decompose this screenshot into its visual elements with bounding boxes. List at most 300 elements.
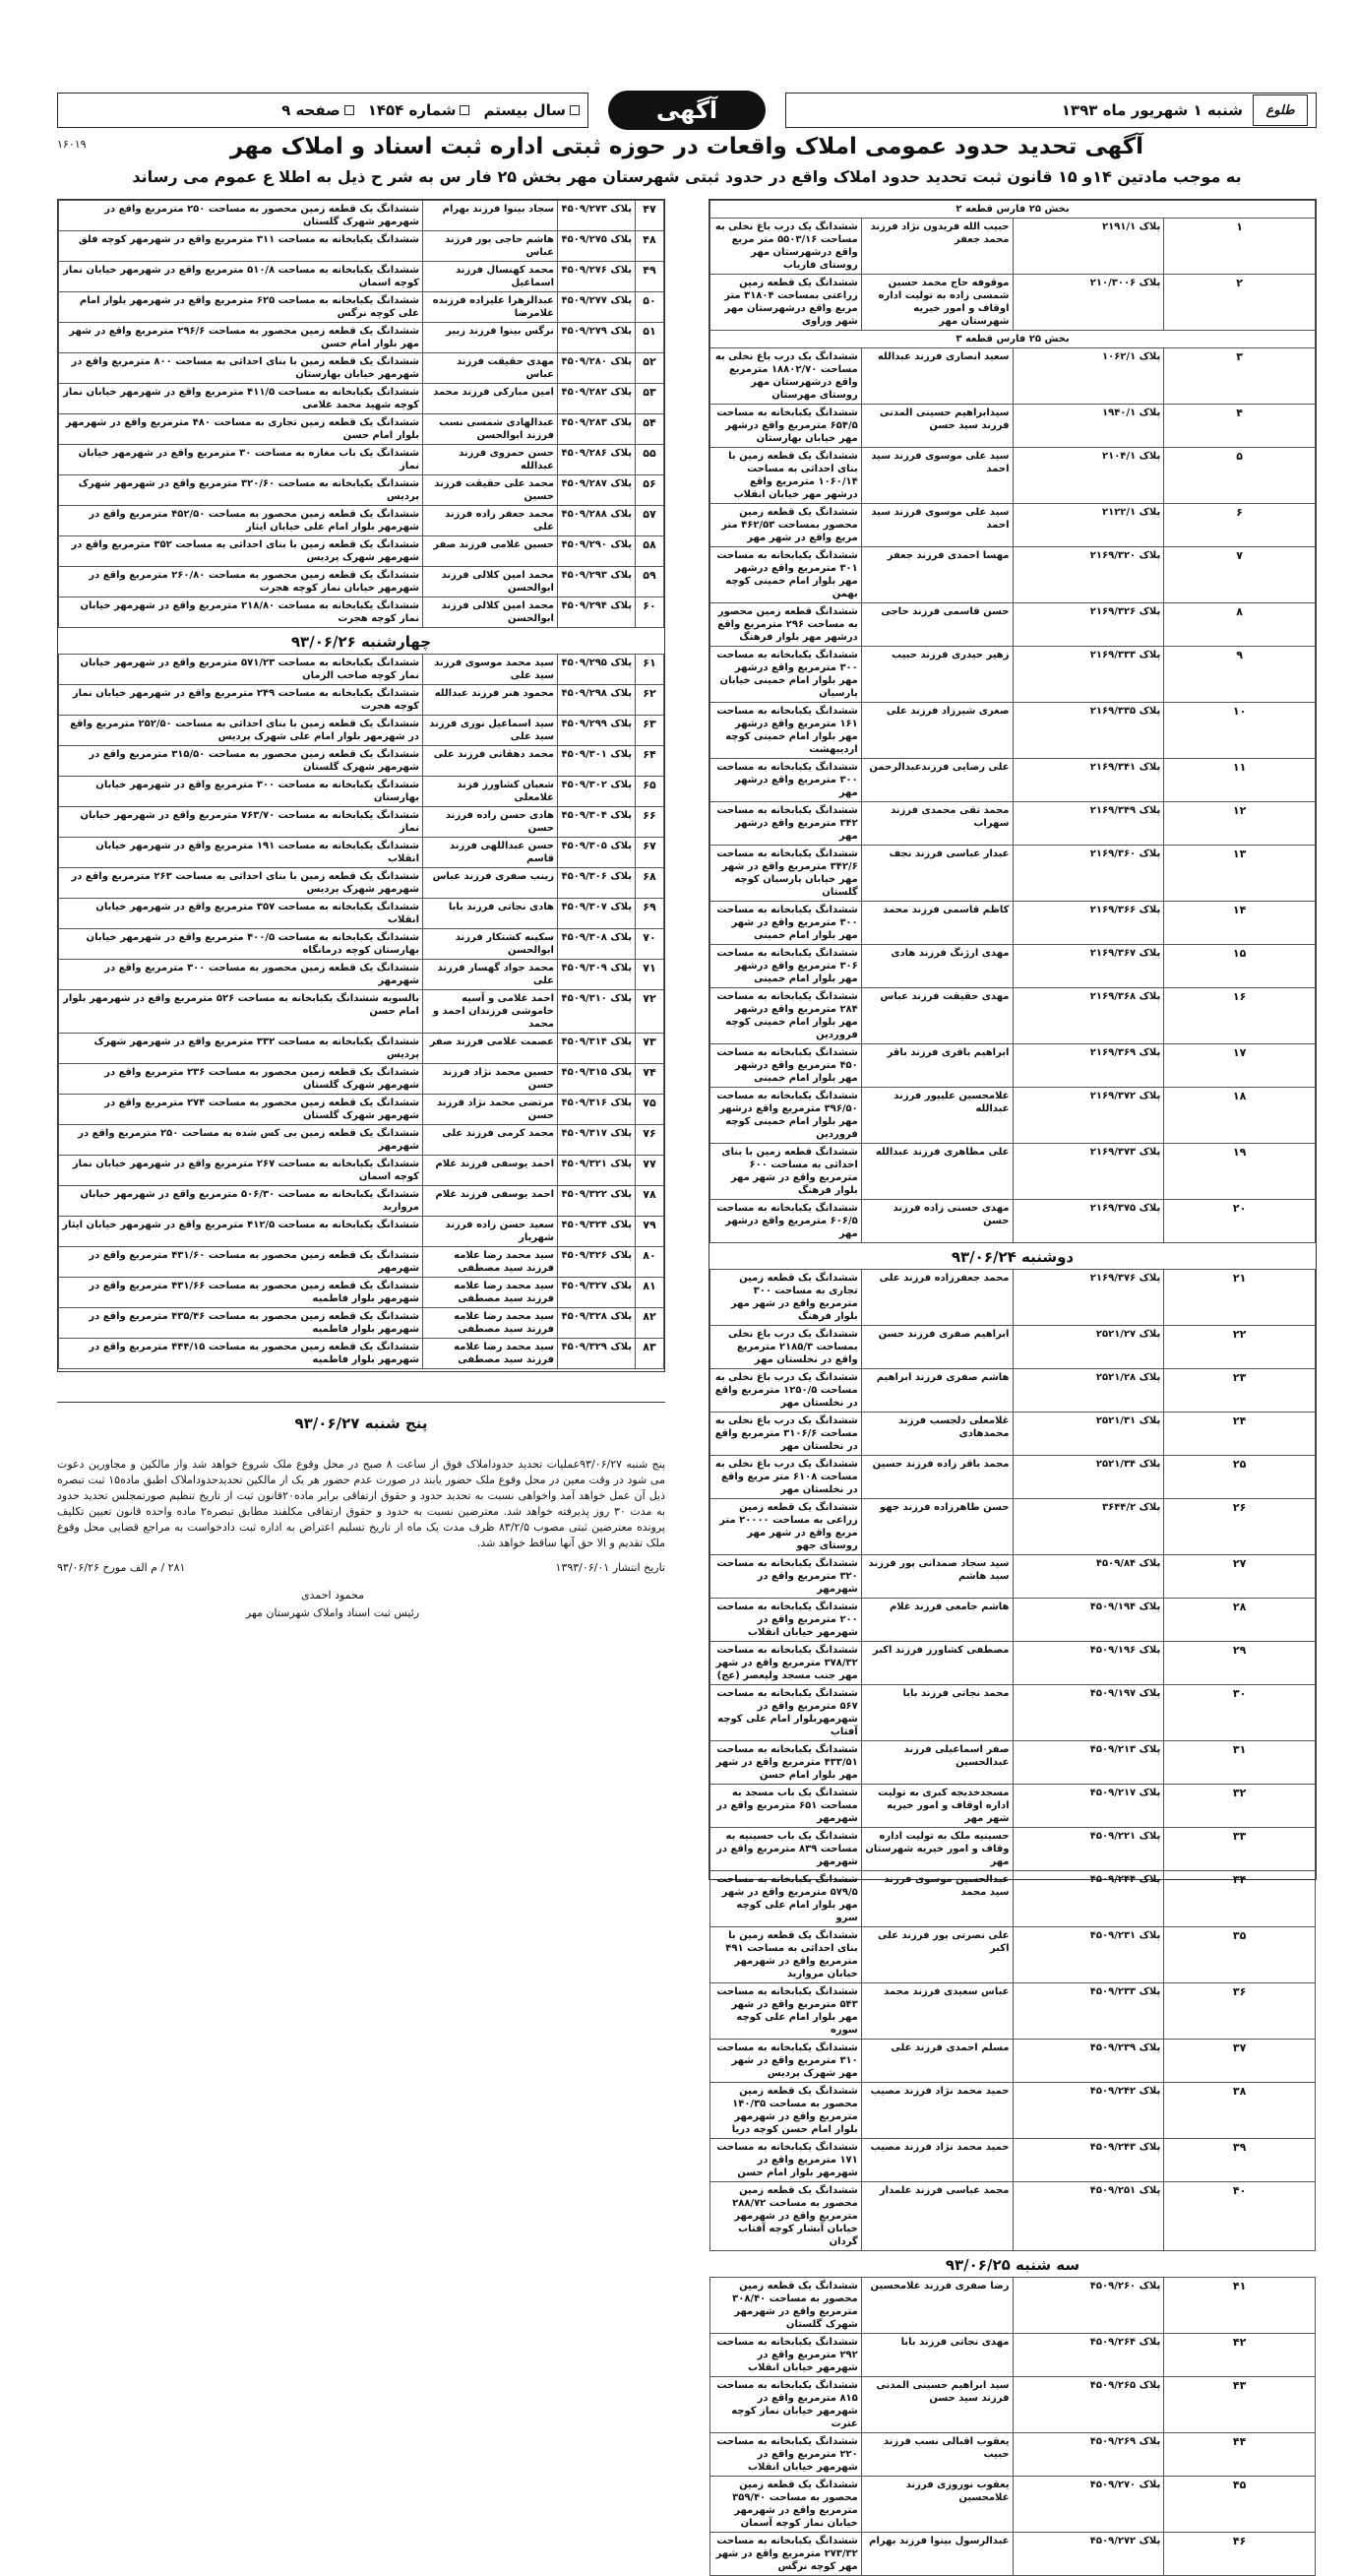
row-number: ۶ [1164,504,1316,547]
row-number: ۱۰ [1164,703,1316,759]
property-description: ششدانگ یک باب مسجد به مساحت ۶۵۱ مترمربع واقع در شهرمهر [710,1785,862,1828]
owner-name: سید سجاد صمدانی پور فرزند سید هاشم [861,1555,1013,1599]
owner-name: محمد تقی محمدی فرزند سهراب [861,802,1013,846]
day-heading [710,2251,1316,2278]
owner-name: حسن قاسمی فرزند حاجی [861,603,1013,647]
plot-number: پلاک ۴۵۰۹/۲۹۹ [558,716,636,746]
property-description: ششدانگ یکبابخانه به مساحت ۳۰۰ مترمربع واقع در شهرمهر خیابان بهارستان [59,777,423,807]
row-number: ۳۳ [1164,1828,1316,1871]
property-description: ششدانگ یکبابخانه به مساحت ۲۸۴ مترمربع واقع درشهر مهر بلوار امام خمینی کوچه فروردین [710,988,862,1044]
plot-number: پلاک ۱۹۴۰/۱ [1013,405,1164,448]
table-row [59,899,664,929]
row-number: ۳۰ [1164,1685,1316,1741]
plot-number: پلاک ۲۱۶۹/۳۶۸ [1013,988,1164,1044]
reference-number: ۲۸۱ / م الف مورخ ۹۳/۰۶/۲۶ [57,1561,186,1574]
owner-name: سید ابراهیم حسینی المدنی فرزند سید حسن [861,2377,1013,2433]
table-row [710,2182,1316,2251]
right-table [709,200,1316,2576]
table-row [59,1339,664,1369]
row-number: ۷۷ [636,1156,664,1186]
owner-name: محمد دهقانی فرزند علی [423,746,558,777]
plot-number: پلاک ۲۱۶۹/۳۶۷ [1013,945,1164,988]
plot-number: پلاک ۴۵۰۹/۳۲۷ [558,1278,636,1308]
owner-name: هاشم حاجی پور فرزند عباس [423,231,558,262]
table-row [710,603,1316,647]
row-number: ۵۱ [636,323,664,353]
plot-number: پلاک ۴۵۰۹/۳۰۷ [558,899,636,929]
plot-number: پلاک ۴۵۰۹/۲۵۱ [1013,2182,1164,2251]
table-row [710,1456,1316,1499]
property-description: ششدانگ یکبابخانه به مساحت ۳۴۲/۶ مترمربع واقع در شهر مهر خیابان پارسیان کوچه گلستان [710,846,862,902]
row-number: ۵۵ [636,445,664,475]
table-row [710,448,1316,504]
owner-name: سید محمد رضا علامه فرزند سید مصطفی [423,1247,558,1278]
owner-name: محمد عباسی فرزند علمدار [861,2182,1013,2251]
property-description: ششدانگ یکبابخانه به مساحت ۳۰۶ مترمربع واقع درشهر مهر بلوار امام خمینی [710,945,862,988]
owner-name: سید محمد رضا علامه فرزند سید مصطفی [423,1339,558,1369]
plot-number: پلاک ۴۵۰۹/۳۱۴ [558,1034,636,1064]
table-row [59,353,664,384]
masthead [57,89,1317,132]
row-number: ۳۵ [1164,1927,1316,1983]
table-row [59,1156,664,1186]
owner-name: محمد علی حقیقت فرزند حسین [423,475,558,506]
plot-number: پلاک ۲۱۶۹/۳۴۱ [1013,759,1164,802]
row-number: ۵۹ [636,567,664,597]
property-description: ششدانگ یک قطعه زمین با بنای احداثی به مساحت ۲۶۳ مترمربع واقع در شهرمهر شهرک پردیس [59,868,423,899]
section-heading [710,201,1316,219]
plot-number: پلاک ۴۵۰۹/۲۷۲ [1013,2533,1164,2576]
newspaper-logo: طلوع [1253,94,1308,126]
owner-name: یعقوب نوروزی فرزند غلامحسین [861,2477,1013,2533]
owner-name: هادی نجاتی فرزند بابا [423,899,558,929]
table-row [710,2377,1316,2433]
masthead-left [57,93,588,128]
row-number: ۳۷ [1164,2040,1316,2083]
plot-number: پلاک ۴۵۰۹/۲۷۶ [558,262,636,292]
signer-title: رئیس ثبت اسناد واملاک شهرستان مهر [245,1606,420,1619]
notice-paragraph: پنج شنبه ۹۳/۰۶/۲۷عملیات تحدید حدوداملاک فوق از ساعت ۸ صبح در محل وقوع ملک شروع خواهد شد واز مالکین و مجاورین دعوت می شود در وقت معین در محل وقوع ملک حضور یابند در صورت عدم حضور هر یک از مالکین تحدیدحدوداملاک اطبق ماده۱۵ ثبت تبصره ذیل آن عمل خواهد آمد واخواهی نسبت به تحدید حدود و حقوق ارتفاقی برابر ماده۲۰قانون ثبت از تاریخ تنظیم صورتمجلس تحدید حدود به مدت ۳۰ روز پذیرفته خواهد شد. معترضین نسبت به حدود و حقوق ارتفاقی مکلفند مطابق تبصره۲ ماده واحده قانون تعیین تکلیف پرونده معترضین ثبتی مصوب ۸۳/۲/۵ ظرف مدت یک ماه از تاریخ تسلیم اعتراض به اداره ثبت دادخواست به مراجع قضایی محل وقوع ملک تقدیم و الا حق آنها ساقط خواهد شد. [57,1458,666,1549]
row-number: ۳۲ [1164,1785,1316,1828]
masthead-right [785,93,1317,128]
owner-name: محمد امین کلالی فرزند ابوالحسن [423,597,558,628]
plot-number: پلاک ۴۵۰۹/۲۶۴ [1013,2334,1164,2377]
property-description: ششدانگ یکبابخانه به مساحت ۲۹۲ مترمربع واقع در شهرمهر خیابان انقلاب [710,2334,862,2377]
page-label: صفحه ۹ [281,101,340,119]
plot-number: پلاک ۴۵۰۹/۳۰۹ [558,960,636,990]
table-row [710,1871,1316,1927]
owner-name: محمد جعفر زاده فرزند علی [423,506,558,536]
table-row [59,1125,664,1156]
owner-name: محمد امین کلالی فرزند ابوالحسن [423,567,558,597]
owner-name: حسین غلامی فرزند صفر [423,536,558,567]
owner-name: صفر اسماعیلی فرزند عبدالحسین [861,1741,1013,1785]
row-number: ۸ [1164,603,1316,647]
row-number: ۸۰ [636,1247,664,1278]
row-number: ۷۵ [636,1095,664,1125]
property-description: ششدانگ یکبابخانه به مساحت ۶۰۶/۵ مترمربع واقع درشهر مهر [710,1200,862,1243]
property-description: ششدانگ یکبابخانه به مساحت ۲۶۷ مترمربع واقع در شهرمهر خیابان نماز کوچه اسمان [59,1156,423,1186]
table-row [710,348,1316,405]
plot-number: پلاک ۴۵۰۹/۲۸۷ [558,475,636,506]
property-description: ششدانگ یکبابخانه به مساحت ۳۰۰ مترمربع واقع در شهر مهر بلوار امام خمینی [710,902,862,945]
plot-number: پلاک ۴۵۰۹/۲۸۸ [558,506,636,536]
row-number: ۲۴ [1164,1413,1316,1456]
property-description: ششدانگ یک قطعه زمین تجاری به مساحت ۳۰۰ مترمربع واقع در شهر مهر بلوار فرهنگ [710,1270,862,1326]
owner-name: علی نصرتی پور فرزند علی اکبر [861,1927,1013,1983]
plot-number: پلاک ۴۵۰۹/۲۴۲ [1013,2083,1164,2139]
plot-number: پلاک ۲۱۶۹/۳۶۹ [1013,1044,1164,1088]
table-row [59,807,664,838]
property-description: ششدانگ یکبابخانه به مساحت ۳۲۰/۶۰ مترمربع واقع در شهرمهر شهرک پردیس [59,475,423,506]
owner-name: عبدالهادی شمسی نسب فرزند ابوالحسن [423,414,558,445]
table-row [710,2477,1316,2533]
row-number: ۶۶ [636,807,664,838]
owner-name: نرگس بینوا فرزند زبیر [423,323,558,353]
property-description: ششدانگ یک درب باغ نخلی به مساحت ۱۲۵۰/۵ مترمربع واقع در نخلستان مهر [710,1369,862,1413]
property-description: ششدانگ یکبابخانه به مساحت ۲۴۹ مترمربع واقع در شهرمهر خیابان نماز کوچه هجرت [59,685,423,716]
table-row [59,685,664,716]
table-row [710,1555,1316,1599]
row-number: ۴ [1164,405,1316,448]
row-number: ۳۶ [1164,1983,1316,2040]
property-description: ششدانگ یکبابخانه به مساحت ۸۱۵ مترمربع واقع در شهرمهر خیابان نماز کوچه عترت [710,2377,862,2433]
plot-number: پلاک ۲۱۶۹/۳۳۵ [1013,703,1164,759]
square-icon [344,105,354,115]
table-row [710,1369,1316,1413]
row-number: ۶۹ [636,899,664,929]
row-number: ۴۰ [1164,2182,1316,2251]
owner-name: سید علی موسوی فرزند سید احمد [861,448,1013,504]
plot-number: پلاک ۴۵۰۹/۲۷۵ [558,231,636,262]
row-number: ۶۳ [636,716,664,746]
property-description: ششدانگ یک قطعه زمین محصور به مساحت ۲۳۶ مترمربع واقع در شهرمهر شهرک گلستان [59,1064,423,1095]
property-description: ششدانگ یک قطعه زمین محصور به مساحت ۲۶۰/۸۰ مترمربع واقع در شهرمهر خیابان نماز کوچه هجرت [59,567,423,597]
publish-date: تاریخ انتشار ۱۳۹۳/۰۶/۰۱ [555,1561,665,1574]
owner-name: هاشم صفری فرزند ابراهیم [861,1369,1013,1413]
plot-number: پلاک ۴۵۰۹/۳۲۴ [558,1217,636,1247]
row-number: ۶۸ [636,868,664,899]
plot-number: پلاک ۴۵۰۹/۲۸۰ [558,353,636,384]
owner-name: سید علی موسوی فرزند سید احمد [861,504,1013,547]
table-row [59,746,664,777]
owner-name: سید محمد رضا علامه فرزند سید مصطفی [423,1308,558,1339]
plot-number: پلاک ۴۵۰۹/۱۹۷ [1013,1685,1164,1741]
owner-name: حسن عبداللهی فرزند قاسم [423,838,558,868]
plot-number: پلاک ۲۱۹۱/۱ [1013,219,1164,275]
property-description: ششدانگ یکبابخانه به مساحت ۳۹۶/۵۰ مترمربع واقع درشهر مهر بلوار امام خمینی کوچه فروردین [710,1088,862,1144]
table-row [59,384,664,414]
owner-name: محمد جعفرزاده فرزند علی [861,1270,1013,1326]
table-row [710,846,1316,902]
table-row [710,1326,1316,1369]
property-description: ششدانگ یکبابخانه به مساحت ۳۴۲ مترمربع واقع درشهر مهر [710,802,862,846]
owner-name: احمد غلامی و آسیه خاموشی فرزندان احمد و محمد [423,990,558,1034]
row-number: ۸۳ [636,1339,664,1369]
plot-number: پلاک ۲۵۲۱/۳۴ [1013,1456,1164,1499]
table-row [710,1044,1316,1088]
row-number: ۲۵ [1164,1456,1316,1499]
row-number: ۵ [1164,448,1316,504]
table-row [59,990,664,1034]
plot-number: پلاک ۴۵۰۹/۲۹۰ [558,536,636,567]
property-description: ششدانگ یکبابخانه به مساحت ۶۵۴/۵ مترمربع واقع درشهر مهر خیابان بهارستان [710,405,862,448]
row-number: ۲۸ [1164,1599,1316,1642]
table-row [710,2083,1316,2139]
row-number: ۷۳ [636,1034,664,1064]
property-description: ششدانگ یکبابخانه به مساحت ۱۹۱ مترمربع واقع در شهرمهر خیابان انقلاب [59,838,423,868]
property-description: ششدانگ یک درب باغ نخلی بمساحت ۲۱۸۵/۳ مترمربع واقع در نخلستان مهر [710,1326,862,1369]
table-row [710,945,1316,988]
property-description: ششدانگ یکبابخانه به مساحت ۵۶۷ مترمربع واقع در شهرمهربلوار امام علی کوچه آفتاب [710,1685,862,1741]
table-row [710,1642,1316,1685]
table-row [710,1828,1316,1871]
property-description: ششدانگ یک باب حسینیه به مساحت ۸۳۹ مترمربع واقع در شهرمهر [710,1828,862,1871]
owner-name: محمد باقر زاده فرزند حسین [861,1456,1013,1499]
row-number: ۷۸ [636,1186,664,1217]
plot-number: پلاک ۴۵۰۹/۳۱۶ [558,1095,636,1125]
plot-number: پلاک ۴۵۰۹/۱۹۶ [1013,1642,1164,1685]
property-description: ششدانگ یک قطعه زمین تجاری به مساحت ۴۸۰ مترمربع واقع در شهرمهر بلوار امام حسن [59,414,423,445]
table-row [710,1200,1316,1243]
row-number: ۱۲ [1164,802,1316,846]
day-heading [59,628,664,655]
property-description: ششدانگ یکبابخانه به مساحت ۴۳۳/۵۱ مترمربع واقع در شهر مهر بلوار امام حسن [710,1741,862,1785]
owner-name: مهدی حسنی زاده فرزند حسن [861,1200,1013,1243]
row-number: ۱ [1164,219,1316,275]
property-description: ششدانگ یک قطعه زمین محصور به مساحت ۴۳۵/۴۶ مترمربع واقع در شهرمهر بلوار فاطمیه [59,1308,423,1339]
table-row [710,703,1316,759]
owner-name: سید اسماعیل نوری فرزند سید علی [423,716,558,746]
property-description: ششدانگ یک قطعه زمین محصور به مساحت ۲۸۸/۷۲ مترمربع واقع در شهرمهر خیابان آبشار کوچه آفتاب گردان [710,2182,862,2251]
owner-name: هادی حسن زاده فرزند حسن [423,807,558,838]
section-heading-cell: بخش ۲۵ فارس قطعه ۲ [710,201,1316,219]
table-row [710,2433,1316,2477]
property-description: ششدانگ یکبابخانه به مساحت ۵۴۳ مترمربع واقع در شهر مهر بلوار امام علی کوچه سوره [710,1983,862,2040]
property-description: ششدانگ یکبابخانه به مساحت ۷۶۳/۷۰ مترمربع واقع در شهرمهر خیابان نماز [59,807,423,838]
owner-name: سیدابراهیم حسینی المدنی فرزند سید حسن [861,405,1013,448]
row-number: ۱۶ [1164,988,1316,1044]
row-number: ۲۱ [1164,1270,1316,1326]
table-row [710,1413,1316,1456]
row-number: ۷۲ [636,990,664,1034]
row-number: ۷۴ [636,1064,664,1095]
plot-number: پلاک ۲۱۲۲/۱ [1013,504,1164,547]
table-row [710,647,1316,703]
plot-number: پلاک ۲۱۶۹/۳۷۶ [1013,1270,1164,1326]
table-row [59,716,664,746]
table-row [710,1983,1316,2040]
table-row [710,275,1316,331]
row-number: ۸۲ [636,1308,664,1339]
table-row [59,868,664,899]
row-number: ۲۷ [1164,1555,1316,1599]
owner-name: عبدالرسول بینوا فرزند بهرام [861,2533,1013,2576]
property-description: ششدانگ یکبابخانه به مساحت ۳۰۰ مترمربع واقع درشهر مهر بلوار امام خمینی خیابان پارسیان [710,647,862,703]
day-heading-cell: چهارشنبه ۹۳/۰۶/۲۶ [59,628,664,655]
property-description: ششدانگ یکبابخانه به مساحت ۳۵۷ مترمربع واقع در شهرمهر خیابان انقلاب [59,899,423,929]
owner-name: مسلم احمدی فرزند علی [861,2040,1013,2083]
owner-name: حبیب الله فریدون نژاد فرزند محمد جعفر [861,219,1013,275]
row-number: ۵۶ [636,475,664,506]
owner-name: سجاد بینوا فرزند بهرام [423,201,558,231]
plot-number: پلاک ۴۵۰۹/۳۰۲ [558,777,636,807]
property-description: ششدانگ یک قطعه زمین محصور به مساحت ۲۵۰ مترمربع واقع در شهرمهر شهرک گلستان [59,201,423,231]
property-description: ششدانگ یک قطعه زمین با بنای احداثی به مساحت ۴۹۱ مترمربع واقع در شهرمهر خیابان مروارید [710,1927,862,1983]
row-number: ۳۴ [1164,1871,1316,1927]
owner-name: مصطفی کشاورز فرزند اکبر [861,1642,1013,1685]
property-description: ششدانگ یک قطعه زمین محصور به مساحت ۴۳۱/۶۶ مترمربع واقع در شهرمهر بلوار فاطمیه [59,1278,423,1308]
day-heading-cell: دوشنبه ۹۳/۰۶/۲۴ [710,1243,1316,1270]
table-row [710,1144,1316,1200]
row-number: ۳۸ [1164,2083,1316,2139]
owner-name: عبدار عباسی فرزند نجف [861,846,1013,902]
plot-number: پلاک ۴۵۰۹/۲۹۵ [558,655,636,685]
plot-number: پلاک ۴۵۰۹/۲۲۱ [1013,1828,1164,1871]
row-number: ۴۵ [1164,2477,1316,2533]
square-icon [570,105,580,115]
plot-number: پلاک ۲۱۶۹/۳۶۰ [1013,846,1164,902]
owner-name: عبدالحسین موسوی فرزند سید محمد [861,1871,1013,1927]
owner-name: موقوفه حاج محمد حسین شمسی زاده به تولیت اداره اوقاف و امور خیریه شهرستان مهر [861,275,1013,331]
plot-number: پلاک ۴۵۰۹/۱۹۴ [1013,1599,1164,1642]
property-description: ششدانگ یکبابخانه به مساحت ۳۱۰ مترمربع واقع در شهر مهر شهرک پردیس [710,2040,862,2083]
table-row [710,759,1316,802]
property-description: ششدانگ یک قطعه زمین با بنای احداثی به مساحت ۲۵۲/۵۰ مترمربع واقع در شهرمهر بلوار امام علی شهرک پردیس [59,716,423,746]
issue-date: شنبه ۱ شهریور ماه ۱۳۹۳ [1061,101,1243,119]
owner-name: سعید انصاری فرزند عبدالله [861,348,1013,405]
row-number: ۱۹ [1164,1144,1316,1200]
plot-number: پلاک ۴۵۰۹/۳۲۶ [558,1247,636,1278]
table-row [59,1095,664,1125]
signer-name: محمود احمدی [300,1589,365,1602]
table-row [59,567,664,597]
table-row [59,1064,664,1095]
table-row [710,2278,1316,2334]
left-table [58,200,664,1369]
plot-number: پلاک ۲۱۶۹/۳۴۹ [1013,802,1164,846]
row-number: ۲۲ [1164,1326,1316,1369]
plot-number: پلاک ۲۱۶۹/۳۲۶ [1013,603,1164,647]
row-number: ۶۱ [636,655,664,685]
table-row [59,777,664,807]
plot-number: پلاک ۲۱۰۴/۱ [1013,448,1164,504]
property-description: ششدانگ یک قطعه زمین زراعتی بمساحت ۳۱۸۰۴ متر مربع واقع درشهرستان مهر شهر وراوی [710,275,862,331]
property-description: ششدانگ یکبابخانه به مساحت ۲۱۸/۸۰ مترمربع واقع در شهرمهر خیابان نماز کوچه هجرت [59,597,423,628]
row-number: ۶۷ [636,838,664,868]
property-description: ششدانگ یک قطعه زمین محصور به مساحت ۴۳۱/۶۰ مترمربع واقع در شهرمهر [59,1247,423,1278]
plot-number: پلاک ۴۵۰۹/۲۷۰ [1013,2477,1164,2533]
owner-name: صغری شیرزاد فرزند علی [861,703,1013,759]
table-row [59,506,664,536]
table-row [59,201,664,231]
square-icon [460,105,469,115]
ad-banner: آگهی [608,91,766,130]
table-row [710,1927,1316,1983]
row-number: ۶۵ [636,777,664,807]
row-number: ۲۶ [1164,1499,1316,1555]
plot-number: پلاک ۲۵۲۱/۳۱ [1013,1413,1164,1456]
plot-number: پلاک ۱۰۶۲/۱ [1013,348,1164,405]
row-number: ۴۱ [1164,2278,1316,2334]
owner-name: محمود هنر فرزند عبدالله [423,685,558,716]
property-description: ششدانگ یک قطعه زمین بی کس شده به مساحت ۲۵۰ مترمربع واقع در شهرمهر [59,1125,423,1156]
property-description: ششدانگ یک قطعه زمین محصور به مساحت ۳۵۹/۴۰ مترمربع واقع در شهرمهر خیابان نماز کوچه آسمان [710,2477,862,2533]
owner-name: محمد نجاتی فرزند بابا [861,1685,1013,1741]
property-description: ششدانگ یکبابخانه به مساحت ۳۱۱ مترمربع واقع در شهرمهر کوچه فلق [59,231,423,262]
notice-title: آگهی تحدید حدود عمومی املاک واقعات در حوزه ثبتی اداره ثبت اسناد و املاک مهر [229,134,1144,159]
owner-name: حمید محمد نژاد فرزند مصیب [861,2083,1013,2139]
row-number: ۵۲ [636,353,664,384]
owner-name: مرتضی محمد نژاد فرزند حسن [423,1095,558,1125]
owner-name: هاشم جامعی فرزند غلام [861,1599,1013,1642]
property-description: ششدانگ یک قطعه زمین محصور به مساحت ۴۴۴/۱۵ مترمربع واقع در شهرمهر بلوار فاطمیه [59,1339,423,1369]
day-heading [710,1243,1316,1270]
owner-name: شعبان کشاورز فزند غلامعلی [423,777,558,807]
plot-number: پلاک ۴۵۰۹/۳۰۶ [558,868,636,899]
table-row [710,1088,1316,1144]
plot-number: پلاک ۴۵۰۹/۳۰۱ [558,746,636,777]
row-number: ۲۳ [1164,1369,1316,1413]
table-row [59,414,664,445]
plot-number: پلاک ۴۵۰۹/۳۲۲ [558,1186,636,1217]
table-row [710,1599,1316,1642]
plot-number: پلاک ۴۵۰۹/۲۷۹ [558,323,636,353]
plot-number: پلاک ۴۵۰۹/۳۲۱ [558,1156,636,1186]
property-description: ششدانگ یکبابخانه به مساحت ۵۷۹/۵ مترمربع واقع در شهر مهر بلوار امام علی کوچه سرو [710,1871,862,1927]
section-heading-cell: بخش ۲۵ فارس قطعه ۳ [710,331,1316,348]
owner-name: سکینه کشتکار فرزند ابوالحسن [423,929,558,960]
table-row [710,1270,1316,1326]
property-description: ششدانگ یک باب مغازه به مساحت ۳۰ مترمربع واقع در شهرمهر خیابان نماز [59,445,423,475]
row-number: ۳۱ [1164,1741,1316,1785]
plot-number: پلاک ۴۵۰۹/۲۶۵ [1013,2377,1164,2433]
owner-name: مسجدخدیجه کبری به تولیت اداره اوقاف و امور خیریه شهر مهر [861,1785,1013,1828]
owner-name: امین مبارکی فرزند محمد [423,384,558,414]
row-number: ۵۷ [636,506,664,536]
table-row [710,802,1316,846]
row-number: ۳ [1164,348,1316,405]
table-row [710,2334,1316,2377]
property-description: ششدانگ یک قطعه زمین با بنای احداثی به مساحت ۱۰۶۰/۱۴ مترمربع واقع درشهر مهر خیابان انقلاب [710,448,862,504]
notice-intro: به موجب مادتین ۱۴و ۱۵ قانون ثبت تحدید حدود املاک واقع در حدود ثبتی شهرستان مهر بخش ۲۵ فار س به شر ح ذیل به اطلا ع عموم می رساند [132,167,1242,186]
plot-number: پلاک ۴۵۰۹/۳۱۰ [558,990,636,1034]
plot-number: پلاک ۴۵۰۹/۲۷۳ [558,201,636,231]
property-description: ششدانگ یک قطعه زمین محصور به مساحت ۲۷۴ مترمربع واقع در شهرمهر شهرک گلستان [59,1095,423,1125]
property-description: ششدانگ یکبابخانه به مساحت ۳۷۸/۳۲ مترمربع واقع در شهر مهر جنب مسجد ولیعصر (عج) [710,1642,862,1685]
table-row [710,2040,1316,2083]
plot-number: پلاک ۴۵۰۹/۲۴۳ [1013,2139,1164,2182]
owner-name: علی مظاهری فرزند عبدالله [861,1144,1013,1200]
owner-name: مهدی حقیقت فرزند عباس [861,988,1013,1044]
property-description: ششدانگ یکبابخانه به مساحت ۳۰۱ مترمربع واقع درشهر مهر بلوار امام خمینی کوچه بهمن [710,547,862,603]
row-number: ۴۸ [636,231,664,262]
row-number: ۵۳ [636,384,664,414]
table-row [710,1785,1316,1828]
row-number: ۱۴ [1164,902,1316,945]
plot-number: پلاک ۴۵۰۹/۲۳۳ [1013,1983,1164,2040]
table-row [59,1186,664,1217]
property-description: ششدانگ یکبابخانه به مساحت ۶۲۵ مترمربع واقع در شهرمهر بلوار امام علی کوچه نرگس [59,292,423,323]
table-row [59,838,664,868]
table-row [59,929,664,960]
owner-name: حسن حمزوی فرزند عبدالله [423,445,558,475]
property-description: ششدانگ یکبابخانه به مساحت ۲۷۳/۳۲ مترمربع واقع در شهر مهر کوچه نرگس [710,2533,862,2576]
right-column [709,199,1317,2572]
row-number: ۴۴ [1164,2433,1316,2477]
property-description: ششدانگ یکبابخانه به مساحت ۵۷۱/۲۳ مترمربع واقع در شهرمهر خیابان نماز کوچه صاحب الزمان [59,655,423,685]
property-description: ششدانگ یک درب باغ نخلی به مساحت ۵۵۰۳/۱۶ متر مربع واقع درشهرستان مهر روستای فاریاب [710,219,862,275]
